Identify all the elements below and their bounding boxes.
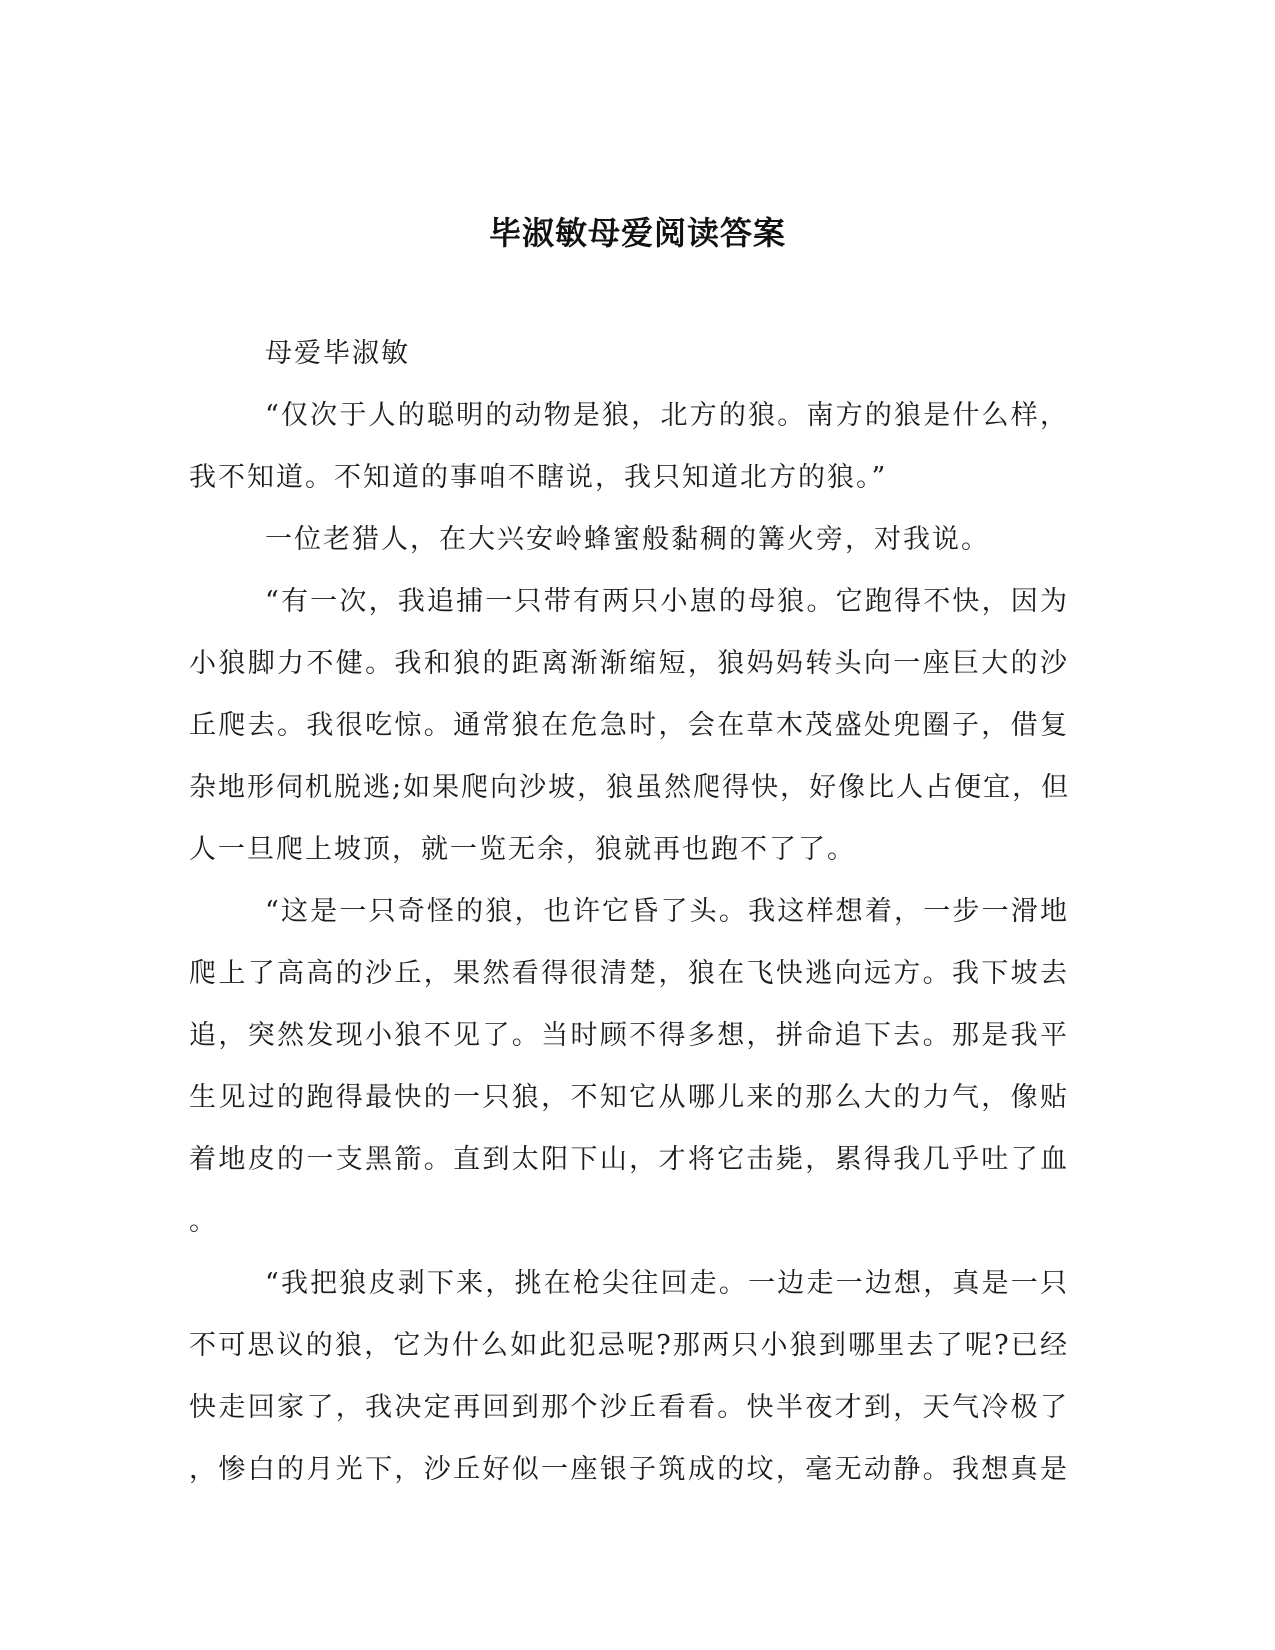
document-title: 毕淑敏母爱阅读答案 [488,214,786,252]
text-line: 人一旦爬上坡顶，就一览无余，狼就再也跑不了了。 [189,834,856,865]
text-line: 不可思议的狼，它为什么如此犯忌呢?那两只小狼到哪里去了呢?已经 [189,1330,1069,1361]
text-line: 爬上了高高的沙丘，果然看得很清楚，狼在飞快逃向远方。我下坡去 [189,958,1069,989]
document-body [189,323,1069,1501]
text-line: 一位老猎人，在大兴安岭蜂蜜般黏稠的篝火旁，对我说。 [265,524,990,555]
text-line: 母爱毕淑敏 [265,338,410,369]
text-line: 生见过的跑得最快的一只狼，不知它从哪儿来的那么大的力气，像贴 [189,1082,1069,1113]
text-line: 小狼脚力不健。我和狼的距离渐渐缩短，狼妈妈转头向一座巨大的沙 [189,648,1069,679]
text-line: “我把狼皮剥下来，挑在枪尖往回走。一边走一边想，真是一只 [265,1268,1069,1299]
text-line: 快走回家了，我决定再回到那个沙丘看看。快半夜才到，天气冷极了 [189,1392,1069,1423]
text-line: 我不知道。不知道的事咱不瞎说，我只知道北方的狼。” [189,462,888,493]
text-line: 。 [189,1206,218,1237]
text-line: “仅次于人的聪明的动物是狼，北方的狼。南方的狼是什么样， [265,400,1069,431]
text-line: “有一次，我追捕一只带有两只小崽的母狼。它跑得不快，因为 [265,586,1069,617]
text-line: 丘爬去。我很吃惊。通常狼在危急时，会在草木茂盛处兜圈子，借复 [189,710,1069,741]
text-line: 着地皮的一支黑箭。直到太阳下山，才将它击毙，累得我几乎吐了血 [189,1144,1069,1175]
text-line: ，惨白的月光下，沙丘好似一座银子筑成的坟，毫无动静。我想真是 [189,1454,1069,1485]
text-line: “这是一只奇怪的狼，也许它昏了头。我这样想着，一步一滑地 [265,896,1069,927]
text-line: 杂地形伺机脱逃;如果爬向沙坡，狼虽然爬得快，好像比人占便宜，但 [189,772,1071,803]
text-line: 追，突然发现小狼不见了。当时顾不得多想，拼命追下去。那是我平 [189,1020,1069,1051]
